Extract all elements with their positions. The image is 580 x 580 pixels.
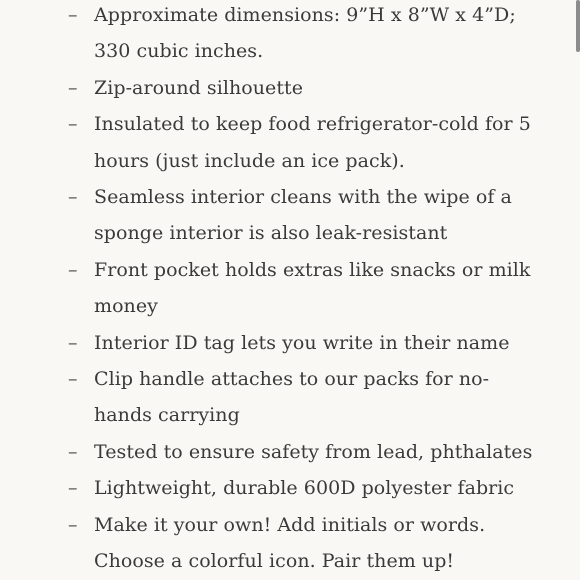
feature-item [0, 179, 560, 252]
feature-text-continued: money [94, 295, 158, 318]
scrollbar-thumb[interactable] [576, 0, 580, 52]
feature-text: Zip-around silhouette [94, 76, 304, 99]
feature-text: Lightweight, durable 600D polyester fabric [94, 477, 515, 500]
feature-text-continued: hours (just include an ice pack). [94, 149, 405, 172]
bullet-dash: – [68, 4, 78, 26]
feature-text: Approximate dimensions: 9”H x 8”W x 4”D; [94, 4, 516, 26]
feature-item [0, 434, 560, 470]
bullet-dash: – [68, 113, 78, 136]
feature-item [0, 0, 560, 70]
feature-text: Tested to ensure safety from lead, phthalates [94, 440, 533, 463]
bullet-dash: – [68, 76, 78, 99]
bullet-dash: – [68, 440, 78, 463]
feature-text-continued: hands carrying [94, 404, 240, 427]
bullet-dash: – [68, 368, 78, 391]
bullet-dash: – [68, 331, 78, 354]
feature-item [0, 507, 560, 580]
feature-item [0, 361, 560, 434]
feature-text-continued: Choose a colorful icon. Pair them up! [94, 550, 455, 573]
feature-text: Seamless interior cleans with the wipe of a [94, 186, 512, 209]
bullet-dash: – [68, 186, 78, 209]
feature-text-continued: sponge interior is also leak-resistant [94, 222, 448, 245]
feature-item [0, 252, 560, 325]
feature-text: Insulated to keep food refrigerator-cold for 5 [94, 113, 531, 136]
bullet-dash: – [68, 477, 78, 500]
feature-item [0, 325, 560, 361]
bullet-dash: – [68, 258, 78, 281]
feature-item [0, 106, 560, 179]
feature-item [0, 470, 560, 506]
feature-item [0, 70, 560, 106]
feature-text: Make it your own! Add initials or words. [94, 513, 486, 536]
feature-text: Clip handle attaches to our packs for no- [94, 368, 490, 391]
feature-text-continued: 330 cubic inches. [94, 40, 264, 63]
bullet-dash: – [68, 513, 78, 536]
feature-text: Front pocket holds extras like snacks or milk [94, 258, 531, 281]
feature-text: Interior ID tag lets you write in their name [94, 331, 510, 354]
